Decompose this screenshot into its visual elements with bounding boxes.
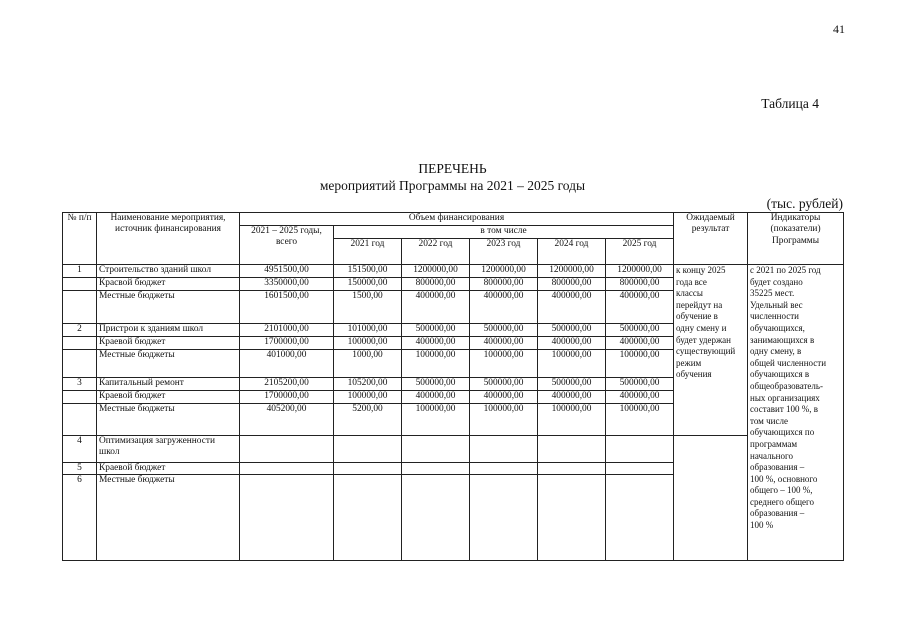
result-line: режим	[676, 357, 702, 368]
row-2025: 400000,00	[606, 291, 674, 324]
row-total: 1601500,00	[240, 291, 334, 324]
row-2022: 1200000,00	[402, 265, 470, 278]
indicator-line: образования –	[750, 462, 805, 473]
table-row	[63, 265, 844, 278]
row-total: 401000,00	[240, 350, 334, 378]
row-total: 2101000,00	[240, 324, 334, 337]
row-num	[63, 278, 97, 291]
row-2025	[606, 475, 674, 561]
indicator-line: ных организациях	[750, 392, 820, 403]
indicator-line: будет создано	[750, 276, 803, 287]
row-2025: 400000,00	[606, 337, 674, 350]
indicator-line: общей численности	[750, 357, 827, 368]
row-total: 4951500,00	[240, 265, 334, 278]
indicator-line: 100 %, основного	[750, 473, 818, 484]
row-num: 1	[63, 265, 97, 278]
row-2023	[470, 436, 538, 463]
row-name: Местные бюджеты	[97, 404, 240, 436]
row-2025	[606, 436, 674, 463]
row-num: 4	[63, 436, 97, 463]
row-2021: 1000,00	[334, 350, 402, 378]
row-num: 3	[63, 378, 97, 391]
row-2024: 500000,00	[538, 324, 606, 337]
row-num	[63, 350, 97, 378]
row-2024: 400000,00	[538, 337, 606, 350]
row-2023: 400000,00	[470, 391, 538, 404]
row-name: Краевой бюджет	[97, 391, 240, 404]
row-2022: 800000,00	[402, 278, 470, 291]
row-2023: 100000,00	[470, 404, 538, 436]
row-2022: 400000,00	[402, 291, 470, 324]
indicator-line: одну смену, в	[750, 346, 802, 357]
indicator-line: обучающихся,	[750, 322, 805, 333]
row-2024	[538, 436, 606, 463]
row-num: 2	[63, 324, 97, 337]
indicator-line: Удельный вес	[750, 299, 803, 310]
row-2023: 400000,00	[470, 291, 538, 324]
row-total: 405200,00	[240, 404, 334, 436]
expected-result-empty	[674, 436, 748, 561]
document-title	[0, 160, 905, 194]
row-2024: 100000,00	[538, 350, 606, 378]
program-indicators	[748, 265, 844, 561]
row-name: Местные бюджеты	[97, 475, 240, 561]
program-table	[62, 212, 844, 561]
row-num	[63, 404, 97, 436]
indicator-line: программам	[750, 438, 798, 449]
row-2025: 100000,00	[606, 350, 674, 378]
table-row	[63, 436, 844, 463]
row-2021: 101000,00	[334, 324, 402, 337]
row-name: Строительство зданий школ	[97, 265, 240, 278]
row-name: Краевой бюджет	[97, 463, 240, 475]
row-2021: 105200,00	[334, 378, 402, 391]
row-total	[240, 475, 334, 561]
indicator-line: с 2021 по 2025 год	[750, 265, 821, 275]
row-total: 2105200,00	[240, 378, 334, 391]
row-name: Местные бюджеты	[97, 291, 240, 324]
indicator-line: общеобразователь-	[750, 380, 824, 391]
row-name: Краевой бюджет	[97, 337, 240, 350]
header-year-2021: 2021 год	[334, 239, 402, 265]
row-total: 3350000,00	[240, 278, 334, 291]
header-name: Наименование мероприятия, источник финансирования	[97, 213, 240, 265]
row-2021	[334, 475, 402, 561]
result-line: перейдут на	[676, 299, 723, 310]
row-2023: 500000,00	[470, 378, 538, 391]
indicator-line: обучающихся в	[750, 369, 810, 380]
page-number: 41	[833, 22, 845, 36]
units-label: (тыс. рублей)	[766, 196, 843, 211]
row-num: 5	[63, 463, 97, 475]
row-2024: 400000,00	[538, 291, 606, 324]
row-num	[63, 391, 97, 404]
header-year-2022: 2022 год	[402, 239, 470, 265]
row-2024: 800000,00	[538, 278, 606, 291]
row-2023: 100000,00	[470, 350, 538, 378]
row-2021	[334, 463, 402, 475]
result-line: будет удержан	[676, 334, 731, 345]
row-2023	[470, 475, 538, 561]
row-2023	[470, 463, 538, 475]
row-2021: 151500,00	[334, 265, 402, 278]
header-total: 2021 – 2025 годы, всего	[240, 226, 334, 265]
header-indicators: Индикаторы (показатели) Программы	[748, 213, 844, 265]
indicator-line: начального	[750, 450, 793, 461]
row-total: 1700000,00	[240, 337, 334, 350]
header-incl: в том числе	[334, 226, 674, 239]
row-2022	[402, 436, 470, 463]
result-line: одну смену и	[676, 322, 727, 333]
result-line: года все	[676, 276, 707, 287]
row-2024: 400000,00	[538, 391, 606, 404]
title-line-2: мероприятий Программы на 2021 – 2025 годы	[319, 178, 586, 193]
row-2023: 1200000,00	[470, 265, 538, 278]
row-num: 6	[63, 475, 97, 561]
row-2023: 800000,00	[470, 278, 538, 291]
row-2024: 1200000,00	[538, 265, 606, 278]
header-year-2023: 2023 год	[470, 239, 538, 265]
row-2021: 150000,00	[334, 278, 402, 291]
row-2024	[538, 463, 606, 475]
row-num	[63, 291, 97, 324]
row-total	[240, 436, 334, 463]
row-name: Пристрои к зданиям школ	[97, 324, 240, 337]
title-line-1: ПЕРЕЧЕНЬ	[418, 161, 487, 176]
row-2022	[402, 463, 470, 475]
result-line: обучения	[676, 369, 712, 380]
header-result: Ожидаемый результат	[674, 213, 748, 265]
row-2025: 1200000,00	[606, 265, 674, 278]
header-year-2024: 2024 год	[538, 239, 606, 265]
indicator-line: численности	[750, 311, 799, 322]
row-2025: 500000,00	[606, 378, 674, 391]
header-num: № п/п	[63, 213, 97, 265]
row-2022: 100000,00	[402, 404, 470, 436]
row-2025	[606, 463, 674, 475]
indicator-line: обучающихся по	[750, 427, 815, 438]
row-2024: 500000,00	[538, 378, 606, 391]
row-2023: 500000,00	[470, 324, 538, 337]
row-total	[240, 463, 334, 475]
row-2021: 5200,00	[334, 404, 402, 436]
row-total: 1700000,00	[240, 391, 334, 404]
row-2023: 400000,00	[470, 337, 538, 350]
result-line: обучение в	[676, 311, 718, 322]
row-name: Местные бюджеты	[97, 350, 240, 378]
row-2025: 100000,00	[606, 404, 674, 436]
indicator-line: 100 %	[750, 520, 774, 531]
row-2024	[538, 475, 606, 561]
row-2021: 100000,00	[334, 337, 402, 350]
row-name: Капитальный ремонт	[97, 378, 240, 391]
indicator-line: образования –	[750, 508, 805, 519]
row-2021	[334, 436, 402, 463]
indicator-line: среднего общего	[750, 496, 814, 507]
indicator-line: том числе	[750, 415, 788, 426]
row-2021: 1500,00	[334, 291, 402, 324]
indicator-line: составит 100 %, в	[750, 404, 819, 415]
row-2025: 400000,00	[606, 391, 674, 404]
row-2024: 100000,00	[538, 404, 606, 436]
table-caption: Таблица 4	[761, 96, 819, 111]
row-2022: 500000,00	[402, 378, 470, 391]
row-2022: 500000,00	[402, 324, 470, 337]
indicator-line: общего – 100 %,	[750, 485, 813, 496]
row-2021: 100000,00	[334, 391, 402, 404]
expected-result	[674, 265, 748, 436]
row-2022: 400000,00	[402, 391, 470, 404]
indicator-line: 35225 мест.	[750, 288, 795, 299]
row-2022: 100000,00	[402, 350, 470, 378]
row-2022	[402, 475, 470, 561]
result-line: к концу 2025	[676, 265, 726, 275]
header-funding: Объем финансирования	[240, 213, 674, 226]
row-2025: 800000,00	[606, 278, 674, 291]
indicator-line: занимающихся в	[750, 334, 815, 345]
row-name: Оптимизация загруженности школ	[97, 436, 240, 463]
row-2025: 500000,00	[606, 324, 674, 337]
row-name: Красвой бюджет	[97, 278, 240, 291]
row-num	[63, 337, 97, 350]
result-line: классы	[676, 288, 703, 299]
row-2022: 400000,00	[402, 337, 470, 350]
header-year-2025: 2025 год	[606, 239, 674, 265]
result-line: существующий	[676, 346, 736, 357]
